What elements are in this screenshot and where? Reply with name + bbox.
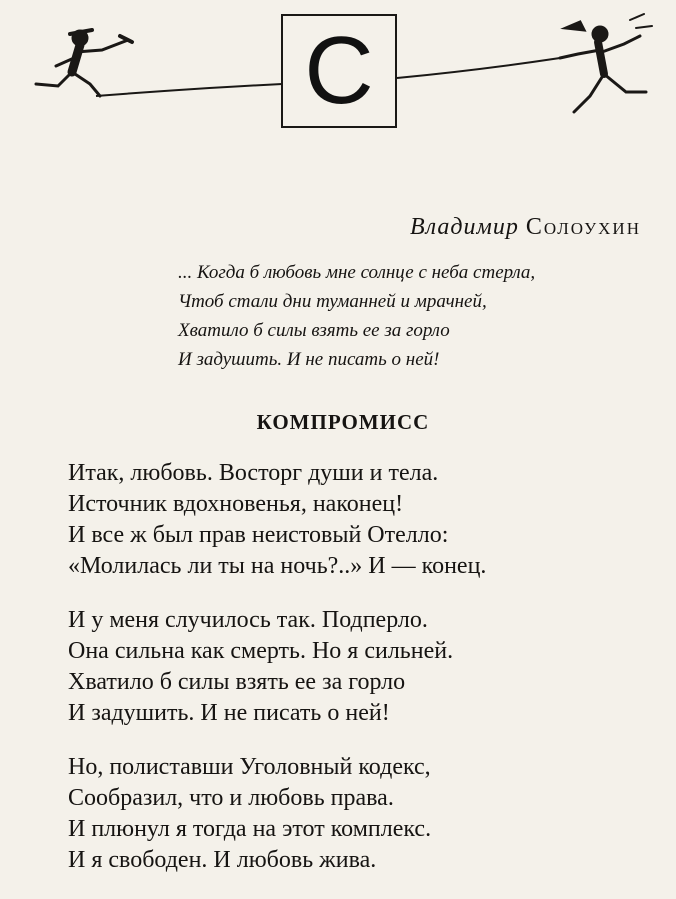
rope-right — [397, 58, 560, 78]
poem-body — [68, 458, 628, 899]
initial-letter-box — [281, 14, 397, 128]
poem-stanza — [68, 458, 628, 582]
poem-line: Хватило б силы взять ее за горло — [68, 669, 406, 695]
poem-line: Итак, любовь. Восторг души и тела. — [68, 460, 439, 486]
poem-line: «Молилась ли ты на ночь?..» И — конец. — [68, 553, 487, 579]
rope-left — [96, 84, 282, 96]
epigraph — [178, 258, 648, 374]
epigraph-line: И задушить. И не писать о ней! — [178, 349, 440, 370]
poem-line: Сообразил, что и любовь права. — [68, 785, 394, 811]
poem-line: И я свободен. И любовь жива. — [68, 847, 377, 873]
left-runner-figure — [36, 30, 132, 96]
poem-line: Источник вдохновенья, наконец! — [68, 491, 404, 517]
poem-title: КОМПРОМИСС — [256, 410, 430, 434]
poem-stanza — [68, 752, 628, 876]
right-runner-figure — [560, 14, 652, 112]
epigraph-line: Чтоб стали дни туманней и мрачней, — [178, 291, 487, 312]
poem-line: И все ж был прав неистовый Отелло: — [68, 522, 449, 548]
epigraph-line: ... Когда б любовь мне солнце с неба стерла, — [178, 262, 536, 283]
poem-line: И задушить. И не писать о ней! — [68, 700, 390, 726]
poem-stanza — [68, 605, 628, 729]
author-last-name: Солоухин — [525, 214, 641, 240]
poem-line: И у меня случилось так. Подперло. — [68, 607, 428, 633]
poem-line: Она сильна как смерть. Но я сильней. — [68, 638, 454, 664]
author-first-name: Владимир — [409, 214, 519, 240]
poem-line: Но, полиставши Уголовный кодекс, — [68, 754, 431, 780]
epigraph-line: Хватило б силы взять ее за горло — [178, 320, 450, 341]
poem-line: И плюнул я тогда на этот комплекс. — [68, 816, 432, 842]
initial-letter: С — [304, 17, 374, 124]
author-name — [0, 214, 641, 241]
